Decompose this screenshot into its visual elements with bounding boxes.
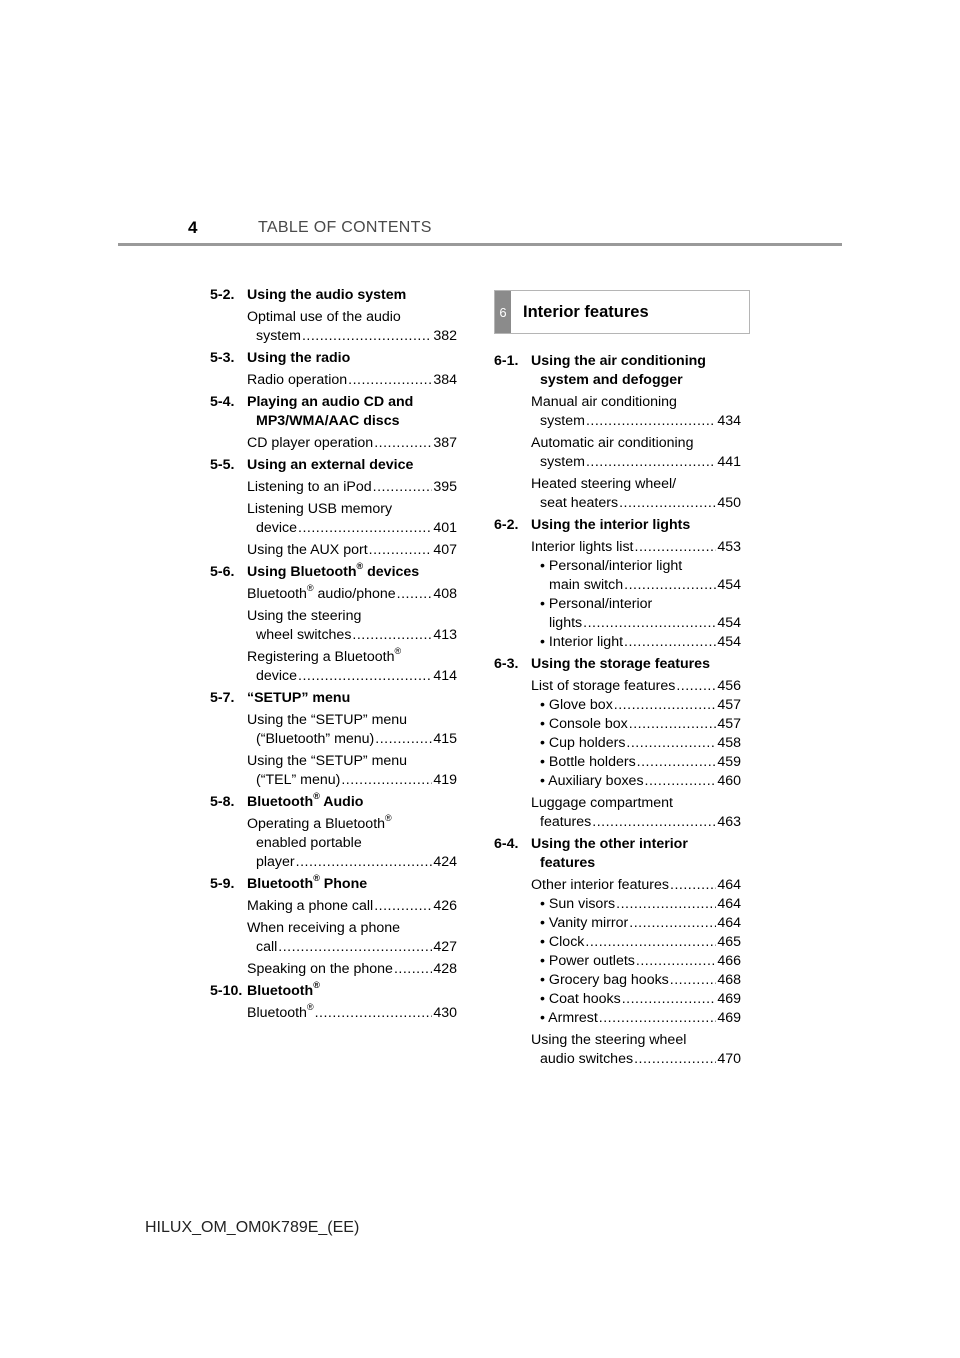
toc-section-5-2 xyxy=(210,286,457,346)
entry-text: Other interior features xyxy=(531,877,669,893)
page-ref: 434 xyxy=(717,413,741,429)
toc-entry[interactable] xyxy=(531,1031,741,1069)
page-ref: 454 xyxy=(717,634,741,650)
toc-entry[interactable] xyxy=(531,794,741,832)
toc-entry[interactable] xyxy=(531,538,741,557)
entry-text: Interior lights list xyxy=(531,539,634,555)
toc-section-5-6 xyxy=(210,563,457,686)
entry-text: • Sun visors xyxy=(540,896,616,912)
section-title xyxy=(247,982,457,1001)
toc-entry[interactable] xyxy=(247,960,457,979)
toc-entry[interactable] xyxy=(531,677,741,696)
page-ref: 428 xyxy=(433,961,457,977)
toc-subentry[interactable] xyxy=(531,595,741,633)
section-number: 5-7. xyxy=(210,690,235,706)
entry-text: CD player operation xyxy=(247,435,374,451)
page-ref: 395 xyxy=(433,479,457,495)
section-number: 5-6. xyxy=(210,564,235,580)
toc-subentry[interactable] xyxy=(531,557,741,595)
toc-subentry[interactable] xyxy=(531,696,741,715)
chapter-number-tab: 6 xyxy=(495,291,511,333)
toc-subentry[interactable] xyxy=(531,952,741,971)
entry-text: • Armrest xyxy=(540,1010,598,1026)
toc-entry[interactable] xyxy=(247,711,457,749)
toc-subentry[interactable] xyxy=(531,895,741,914)
registered-mark: ® xyxy=(313,791,320,801)
toc-entry[interactable] xyxy=(247,478,457,497)
page-ref: 464 xyxy=(717,915,741,931)
title-part: Bluetooth xyxy=(247,983,314,999)
toc-subentry[interactable] xyxy=(531,715,741,734)
chapter-title: Interior features xyxy=(523,302,649,321)
page-ref: 413 xyxy=(433,627,457,643)
section-title: Using the interior lights xyxy=(531,517,691,533)
section-title: Using the storage features xyxy=(531,656,710,672)
header-title: TABLE OF CONTENTS xyxy=(258,219,432,236)
entry-text: Radio operation xyxy=(247,372,348,388)
section-number: 6-4. xyxy=(494,836,519,852)
title-part: Audio xyxy=(319,794,364,810)
page-ref: 441 xyxy=(717,454,741,470)
entry-text: • Grocery bag hooks xyxy=(540,972,669,988)
entry-text: audio switches xyxy=(540,1051,634,1067)
toc-subentry[interactable] xyxy=(531,971,741,990)
title-part: Bluetooth xyxy=(247,876,314,892)
section-title: Playing an audio CD and MP3/WMA/AAC discs xyxy=(247,394,414,429)
section-title xyxy=(247,875,457,894)
page-ref: 460 xyxy=(717,773,741,789)
page-ref: 458 xyxy=(717,735,741,751)
toc-entry[interactable] xyxy=(247,897,457,916)
entry-text: Listening to an iPod xyxy=(247,479,372,495)
entry-text: • Bottle holders xyxy=(540,754,636,770)
entry-text: lights xyxy=(549,615,583,631)
toc-section-5-8 xyxy=(210,793,457,872)
toc-subentry[interactable] xyxy=(531,734,741,753)
toc-entry[interactable] xyxy=(247,648,457,686)
page-ref: 470 xyxy=(717,1051,741,1067)
entry-text: Listening USB memory xyxy=(247,501,393,517)
entry-text: Using the AUX port xyxy=(247,542,368,558)
page-ref: 464 xyxy=(717,877,741,893)
section-number: 6-2. xyxy=(494,517,519,533)
page-ref: 464 xyxy=(717,896,741,912)
entry-text: call xyxy=(256,939,278,955)
entry-text: device xyxy=(256,520,298,536)
toc-section-5-4 xyxy=(210,393,457,453)
page-ref: 430 xyxy=(433,1005,457,1021)
page-ref: 407 xyxy=(433,542,457,558)
entry-text: Automatic air conditioning xyxy=(531,435,694,451)
entry-text: Manual air conditioning xyxy=(531,394,677,410)
toc-left-column xyxy=(210,286,457,1023)
section-title: Using the audio system xyxy=(247,287,407,303)
registered-mark: ® xyxy=(306,583,314,593)
toc-entry[interactable] xyxy=(531,876,741,895)
registered-mark: ® xyxy=(313,873,320,883)
page-ref: 427 xyxy=(433,939,457,955)
page-ref: 468 xyxy=(717,972,741,988)
page-ref: 454 xyxy=(717,615,741,631)
section-number: 6-3. xyxy=(494,656,519,672)
page-ref: 424 xyxy=(433,854,457,870)
toc-entry[interactable] xyxy=(247,308,457,346)
toc-entry[interactable] xyxy=(247,585,457,604)
page-ref: 466 xyxy=(717,953,741,969)
section-number: 5-5. xyxy=(210,457,235,473)
toc-right-column xyxy=(494,352,741,1069)
entry-text: Making a phone call xyxy=(247,898,374,914)
toc-section-6-4 xyxy=(494,835,741,1069)
toc-subentry[interactable] xyxy=(531,1009,741,1028)
entry-text: Luggage compartment xyxy=(531,795,673,811)
title-part: Phone xyxy=(319,876,368,892)
entry-text: main switch xyxy=(549,577,624,593)
toc-section-6-1 xyxy=(494,352,741,513)
entry-text: wheel switches xyxy=(256,627,352,643)
entry-text: • Clock xyxy=(540,934,585,950)
toc-section-6-2 xyxy=(494,516,741,652)
registered-mark: ® xyxy=(313,980,320,990)
entry-text: audio/phone xyxy=(313,586,396,602)
section-title: Using the other interior features xyxy=(531,836,688,871)
page-ref: 469 xyxy=(717,991,741,1007)
page-ref: 465 xyxy=(717,934,741,950)
toc-subentry[interactable] xyxy=(531,772,741,791)
entry-text: • Coat hooks xyxy=(540,991,621,1007)
entry-text: • Power outlets xyxy=(540,953,635,969)
toc-entry[interactable] xyxy=(247,1004,457,1023)
entry-text: (“Bluetooth” menu) xyxy=(256,731,375,747)
entry-text: • Interior light xyxy=(540,634,624,650)
page-ref: 426 xyxy=(433,898,457,914)
entry-text: Using the “SETUP” menu xyxy=(247,753,408,769)
footer-doc-code: HILUX_OM_OM0K789E_(EE) xyxy=(145,1219,360,1236)
registered-mark: ® xyxy=(394,646,402,656)
entry-text: • Vanity mirror xyxy=(540,915,629,931)
page-ref: 453 xyxy=(717,539,741,555)
section-number: 5-9. xyxy=(210,876,235,892)
page-ref: 415 xyxy=(433,731,457,747)
section-number: 5-8. xyxy=(210,794,235,810)
toc-entry[interactable] xyxy=(531,434,741,472)
title-part: Bluetooth xyxy=(247,794,314,810)
page-ref: 387 xyxy=(433,435,457,451)
toc-entry[interactable] xyxy=(247,919,457,957)
entry-text: seat heaters xyxy=(540,495,619,511)
toc-section-6-3 xyxy=(494,655,741,832)
page-ref: 408 xyxy=(433,586,457,602)
page-ref: 457 xyxy=(717,716,741,732)
registered-mark: ® xyxy=(306,1002,314,1012)
entry-text: List of storage features xyxy=(531,678,676,694)
page-ref: 384 xyxy=(433,372,457,388)
entry-text: Bluetooth xyxy=(247,1005,307,1021)
entry-text: (“TEL” menu) xyxy=(256,772,341,788)
toc-entry[interactable] xyxy=(247,815,457,872)
page-ref: 401 xyxy=(433,520,457,536)
toc-subentry[interactable] xyxy=(531,990,741,1009)
entry-text: • Console box xyxy=(540,716,628,732)
toc-entry[interactable] xyxy=(247,541,457,560)
toc-entry[interactable] xyxy=(247,752,457,790)
entry-text: • Auxiliary boxes xyxy=(540,773,644,789)
page-ref: 414 xyxy=(433,668,457,684)
page-ref: 382 xyxy=(433,328,457,344)
toc-subentry[interactable] xyxy=(531,633,741,652)
entry-text: Using the “SETUP” menu xyxy=(247,712,408,728)
section-title xyxy=(247,793,457,812)
entry-text: system xyxy=(540,454,585,470)
section-number: 6-1. xyxy=(494,353,519,369)
page-ref: 463 xyxy=(717,814,741,830)
entry-text: • Cup holders xyxy=(540,735,626,751)
entry-text: When receiving a phone xyxy=(247,920,401,936)
page-ref: 469 xyxy=(717,1010,741,1026)
section-title: Using the air conditioning system and defogger xyxy=(531,353,706,388)
title-part: devices xyxy=(363,564,420,580)
chapter-heading-box[interactable] xyxy=(494,290,750,334)
toc-section-5-10 xyxy=(210,982,457,1023)
entry-text: Speaking on the phone xyxy=(247,961,393,977)
entry-text: system xyxy=(256,328,301,344)
toc-subentry[interactable] xyxy=(531,933,741,952)
section-title: Using the radio xyxy=(247,350,351,366)
toc-entry[interactable] xyxy=(247,434,457,453)
toc-entry[interactable] xyxy=(247,500,457,538)
page-ref: 457 xyxy=(717,697,741,713)
toc-section-5-5 xyxy=(210,456,457,560)
page-ref: 450 xyxy=(717,495,741,511)
entry-text: Using the steering xyxy=(247,608,362,624)
entry-text: Heated steering wheel/ xyxy=(531,476,677,492)
toc-entry[interactable] xyxy=(531,475,741,513)
page-number: 4 xyxy=(188,218,198,237)
page-ref: 419 xyxy=(433,772,457,788)
toc-section-5-7 xyxy=(210,689,457,790)
header-rule xyxy=(118,243,842,246)
entry-text: • Personal/interior light xyxy=(540,558,683,574)
page-ref: 456 xyxy=(717,678,741,694)
entry-text: Operating a Bluetooth xyxy=(247,816,386,832)
section-number: 5-3. xyxy=(210,350,235,366)
toc-entry[interactable] xyxy=(247,371,457,390)
entry-text: Using the steering wheel xyxy=(531,1032,687,1048)
toc-section-5-9 xyxy=(210,875,457,979)
registered-mark: ® xyxy=(356,561,364,571)
title-part: Using Bluetooth xyxy=(247,564,357,580)
entry-text: device xyxy=(256,668,298,684)
toc-subentry[interactable] xyxy=(531,914,741,933)
section-title: “SETUP” menu xyxy=(247,690,351,706)
toc-section-5-3 xyxy=(210,349,457,390)
section-number: 5-2. xyxy=(210,287,235,303)
entry-text: system xyxy=(540,413,585,429)
section-number: 5-10. xyxy=(210,983,243,999)
entry-text: enabled portable xyxy=(256,835,362,851)
section-number: 5-4. xyxy=(210,394,235,410)
toc-entry[interactable] xyxy=(247,607,457,645)
section-title xyxy=(247,563,457,582)
entry-text: Optimal use of the audio xyxy=(247,309,401,325)
page-ref: 454 xyxy=(717,577,741,593)
entry-text: • Personal/interior xyxy=(540,596,653,612)
page-ref: 459 xyxy=(717,754,741,770)
section-title: Using an external device xyxy=(247,457,414,473)
entry-text: Registering a Bluetooth xyxy=(247,649,395,665)
entry-text: player xyxy=(256,854,295,870)
toc-entry[interactable] xyxy=(531,393,741,431)
entry-text: Bluetooth xyxy=(247,586,307,602)
toc-subentry[interactable] xyxy=(531,753,741,772)
registered-mark: ® xyxy=(385,813,392,823)
entry-text: features xyxy=(540,814,592,830)
entry-text: • Glove box xyxy=(540,697,613,713)
